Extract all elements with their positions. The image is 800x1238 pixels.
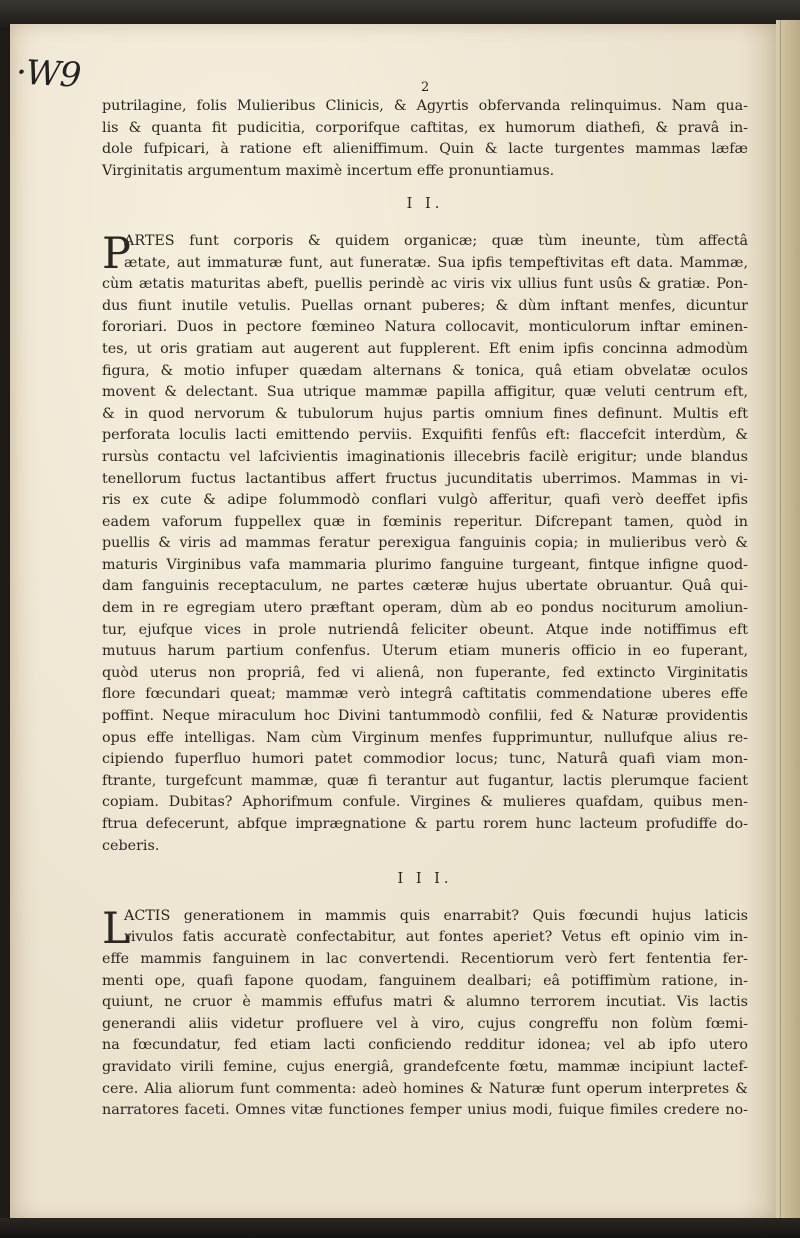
section-3-paragraph: [102, 903, 748, 1122]
text-line: figura, & motio infuper quædam alternans & tonica, quâ etiam obvelatæ oculos: [102, 362, 748, 379]
text-line: dus fiunt inutile vetulis. Puellas ornant puberes; & dùm inftant menfes, dicuntur: [102, 297, 748, 314]
text-line: fororiari. Duos in pectore fœmineo Natura collocavit, monticulorum inftar eminen-: [102, 319, 748, 336]
text-line: perforata loculis lacti emittendo perviis. Exquifiti fenfûs eft: flaccefcit interdùm, &: [102, 427, 748, 444]
page-number: 2: [421, 80, 430, 95]
text-line: tenellorum fuctus lactantibus affert fructus jucunditatis uberrimos. Mammas in vi-: [102, 470, 748, 487]
intro-paragraph: [102, 96, 748, 182]
text-line: rursùs contactu vel lafcivientis imaginationis illecebris facilè erigitur; unde blandus: [102, 448, 748, 465]
text-line: & in quod nervorum & tubulorum hujus partis omnium fines definunt. Multis eft: [102, 405, 748, 422]
text-line: opus effe intelligas. Nam cùm Virginum menfes fupprimuntur, nullufque alius re-: [102, 729, 748, 746]
text-line: cere. Alia aliorum funt commenta: adeò homines & Naturæ funt operum interpretes &: [102, 1080, 748, 1097]
text-line: cipiendo fuperfluo humori patet commodior locus; tunc, Naturâ quafi viam mon-: [102, 751, 748, 768]
text-line: tur, ejufque vices in prole nutriendâ feliciter obeunt. Atque inde notiffimus eft: [102, 621, 748, 638]
text-line: quòd uterus non propriâ, fed vi alienâ, non fuperante, fed extincto Virginitatis: [102, 664, 748, 681]
section-2-paragraph: [102, 228, 748, 857]
text-line: dem in re egregiam utero præftant operam, dùm ab eo pondus nociturum amoliun-: [102, 600, 748, 617]
text-line: generandi aliis videtur profluere vel à viro, cujus congreffu non folùm fœmi-: [102, 1015, 748, 1032]
text-line: dam fanguinis receptaculum, ne partes cæteræ hujus ubertate obruantur. Quâ qui-: [102, 578, 748, 595]
text-line: ACTIS generationem in mammis quis enarrabit? Quis fœcundi hujus laticis: [124, 907, 748, 924]
text-line: na fœcundatur, fed etiam lacti conficiendo redditur idonea; vel ab ipfo utero: [102, 1037, 748, 1054]
page-body-text: [102, 96, 748, 1122]
text-line: putrilagine, folis Mulieribus Clinicis, & Agyrtis obfervanda relinquimus. Nam qua-: [102, 98, 748, 114]
text-line: ris ex cute & adipe folummodò conflari vulgò afferitur, quafi verò deeffet ipfis: [102, 492, 748, 509]
text-line: rivulos fatis accuratè confectabitur, aut fontes aperiet? Vetus eft opinio vim in-: [124, 929, 748, 946]
text-line: Virginitatis argumentum maximè incertum effe pronuntiamus.: [102, 162, 555, 179]
book-bottom-edge: [0, 1218, 800, 1238]
text-line: puellis & viris ad mammas feratur perexigua fanguinis copia; in mulieribus verò &: [102, 535, 748, 552]
handwritten-margin-note: ·W9: [14, 52, 82, 96]
text-line: effe mammis fanguinem in lac convertendi. Recentiorum verò fert fententia fer-: [102, 950, 748, 967]
text-line: eadem vaforum fuppellex quæ in fœminis reperitur. Difcrepant tamen, quòd in: [102, 513, 748, 530]
text-line: copiam. Dubitas? Aphorifmum confule. Virgines & mulieres quafdam, quibus men-: [102, 794, 748, 811]
text-line: lis & quanta fit pudicitia, corporifque caftitas, ex humorum diathefi, & pravâ in-: [102, 119, 748, 136]
text-line: gravidato virili femine, cujus energiâ, grandefcente fœtu, mammæ incipiunt lactef-: [102, 1058, 748, 1075]
text-line: tes, ut oris gratiam aut augerent aut fupplerent. Eft enim ipfis concinna admodùm: [102, 340, 748, 357]
text-line: ætate, aut immaturæ funt, aut funeratæ. Sua ipfis tempeftivitas eft data. Mammæ,: [124, 254, 748, 271]
text-line: narratores faceti. Omnes vitæ functiones femper unius modi, fuique fimiles credere no-: [102, 1102, 748, 1119]
page-stack-edge: [776, 20, 800, 1224]
text-line: ceberis.: [102, 837, 160, 854]
text-line: poffint. Neque miraculum hoc Divini tantummodò confilii, fed & Naturæ providentis: [102, 708, 748, 725]
text-line: ftrante, turgefcunt mammæ, quæ fi terantur aut fugantur, lactis plerumque facient: [102, 772, 748, 789]
section-heading-3: I I I.: [397, 871, 453, 888]
text-line: mutuus harum partium confenfus. Uterum etiam muneris officio in eo fuperant,: [102, 643, 748, 660]
text-line: cùm ætatis maturitas abeft, puellis perindè ac viris vix ullius funt usûs & gratiæ. Pon-: [102, 276, 748, 293]
text-line: ARTES funt corporis & quidem organicæ; quæ tùm ineunte, tùm affectâ: [124, 232, 748, 249]
drop-cap: P: [102, 228, 131, 279]
text-line: maturis Virginibus vafa mammaria plurimo fanguine turgeant, fintque infigne quod-: [102, 556, 748, 573]
text-line: quiunt, ne cruor è mammis effufus matri & alumno terrorem incutiat. Vis lactis: [102, 994, 748, 1011]
text-line: dole fufpicari, à ratione eft alieniffimum. Quin & lacte turgentes mammas læfæ: [102, 141, 748, 158]
text-line: flore fœcundari queat; mammæ verò integrâ caftitatis commendatione uberes effe: [102, 686, 748, 703]
text-line: menti ope, quafi fapone quodam, fanguinem dealbari; eâ potiffimùm ratione, in-: [102, 972, 748, 989]
drop-cap: L: [102, 903, 131, 954]
text-line: movent & delectant. Sua utrique mammæ papilla affigitur, quæ veluti centrum eft,: [102, 384, 748, 401]
text-line: ftrua defecerunt, abfque imprægnatione & partu rorem hunc lacteum profudiffe do-: [102, 816, 748, 832]
section-heading-2: I I.: [406, 196, 444, 213]
